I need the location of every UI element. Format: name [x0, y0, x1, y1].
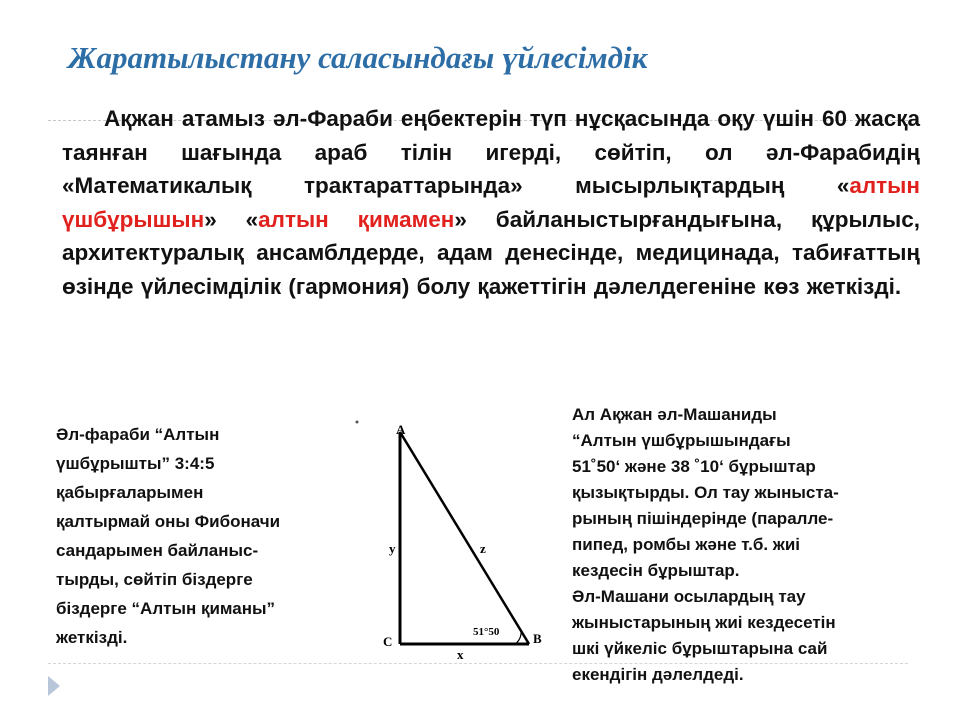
side-z-line	[400, 432, 529, 644]
side-x-label: x	[457, 647, 464, 660]
paragraph-text-part1: Ақжан атамыз әл-Фараби еңбектерін түп нұсқасында оқу үшін 60 жасқа таянған шағында араб тілін игерді, сөйтіп, ол әл-Фарабидің «Математикалық трактараттарында» мысырлықтардың «	[62, 106, 920, 198]
next-slide-arrow-icon[interactable]	[48, 676, 60, 696]
left-caption: Әл-фараби “Алтын үшбұрышты” 3:4:5 қабырғаларымен қалтырмай оны Фибоначи сандарымен байланыс- тырды, сөйтіп біздерге біздерге “Алтын қиманы” жеткізді.	[56, 425, 281, 647]
right-caption: Ал Ақжан әл-Машаниды “Алтын үшбұрышындағы 51˚50‘ және 38 ˚10‘ бұрыштар қызықтырды. Ол тау жыныста- рының пішіндерінде (паралле- пипед, ромбы және т.б. жиі кездесін бұрыштар. Әл-Машани осылардың тау жыныстарының жиі кездесетін шкі үйкеліс бұрыштарына сай екендігін дәлелдеді.	[572, 405, 839, 684]
golden-triangle-highlight: алтын үшбұрышын	[62, 173, 920, 232]
paragraph-text-part3: » байланыстырғандығына, құрылыс, архитектуралық ансамблдерде, адам денесінде, медицинада, табиғаттың өзінде үйлесімділік (гармония) болу қажеттігін дәлелдегеніне көз жеткізді.	[62, 206, 920, 299]
vertex-c-label: C	[383, 634, 393, 649]
slide-title: Жаратылыстану саласындағы үйлесімдік	[68, 40, 648, 75]
vertex-b-label: B	[533, 631, 542, 646]
angle-arc	[515, 631, 521, 644]
side-y-label: y	[389, 541, 396, 556]
paragraph-text-part2: » «	[204, 206, 259, 232]
main-paragraph	[62, 102, 920, 303]
golden-section-highlight: алтын қимамен	[258, 206, 455, 232]
angle-label: 51°50	[473, 626, 500, 638]
right-triangle-figure	[345, 405, 560, 660]
speck-mark	[356, 421, 359, 424]
vertex-a-label: A	[396, 422, 406, 437]
side-z-label: z	[480, 541, 486, 556]
divider-bottom	[48, 663, 908, 664]
